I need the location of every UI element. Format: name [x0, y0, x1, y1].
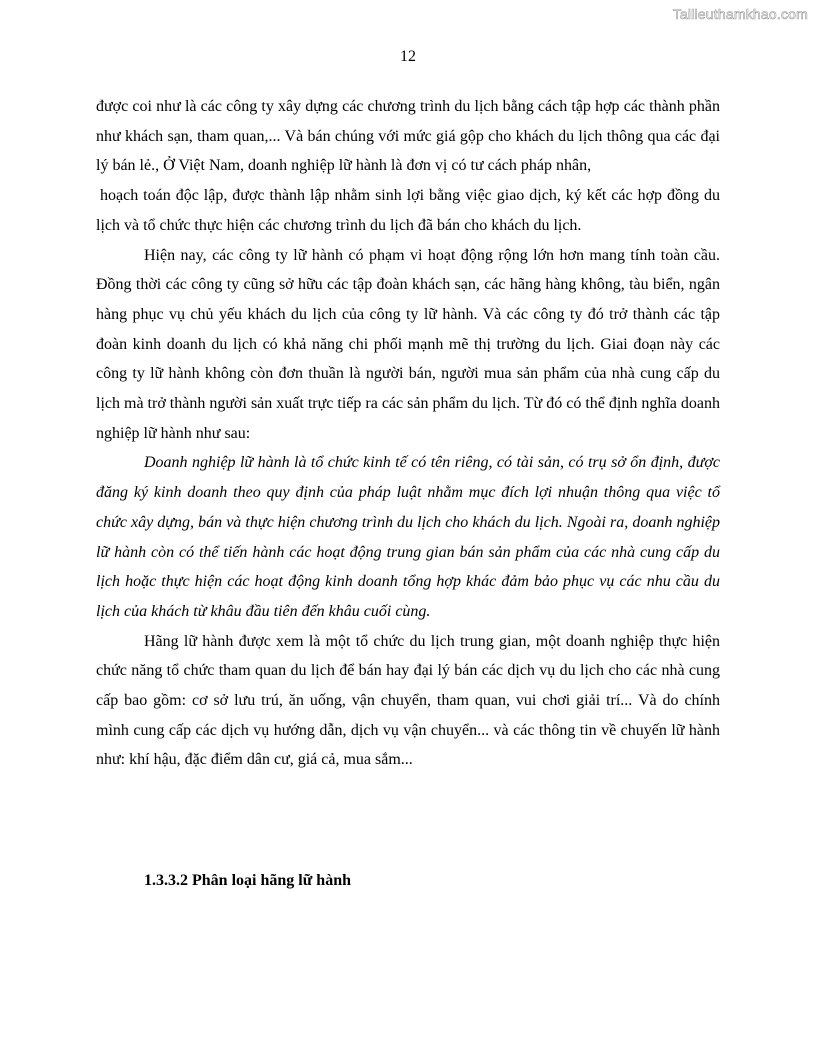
paragraph-2: hoạch toán độc lập, được thành lập nhằm sinh lợi bằng việc giao dịch, ký kết các hợp đồng du lịch và tổ chức thực hiện các chương trình du lịch đã bán cho khách du lịch. — [96, 187, 720, 234]
paragraph-3: Hiện nay, các công ty lữ hành có phạm vi hoạt động rộng lớn hơn mang tính toàn cầu. Đồng thời các công ty cũng sở hữu các tập đoàn khách sạn, các hãng hàng không, tàu biển, ngân hàng phục vụ chủ yếu khách du lịch của công ty lữ hành. Và các công ty đó trở thành các tập đoàn kinh doanh du lịch có khả năng chi phối mạnh mẽ thị trường du lịch. Giai đoạn này các công ty lữ hành không còn đơn thuần là người bán, người mua sản phẩm của nhà cung cấp du lịch mà trở thành người sản xuất trực tiếp ra các sản phẩm du lịch. Từ đó có thể định nghĩa doanh nghiệp lữ hành như sau: — [96, 246, 720, 442]
watermark-text: Tailieuthamkhao.com — [672, 6, 808, 22]
page-number: 12 — [400, 48, 416, 65]
body-text — [96, 92, 720, 775]
section-heading: 1.3.3.2 Phân loại hãng lữ hành — [144, 872, 351, 889]
paragraph-5: Hãng lữ hành được xem là một tổ chức du lịch trung gian, một doanh nghiệp thực hiện chức năng tổ chức tham quan du lịch để bán hay đại lý bán các dịch vụ du lịch cho các nhà cung cấp bao gồm: cơ sở lưu trú, ăn uống, vận chuyển, tham quan, vui chơi giải trí... Và do chính mình cung cấp các dịch vụ hướng dẫn, dịch vụ vận chuyển... và các thông tin về chuyến lữ hành như: khí hậu, đặc điểm dân cư, giá cả, mua sắm... — [96, 632, 720, 769]
paragraph-1: được coi như là các công ty xây dựng các chương trình du lịch bằng cách tập hợp các thành phần như khách sạn, tham quan,... Và bán chúng với mức giá gộp cho khách du lịch thông qua các đại lý bán lẻ., Ở Việt Nam, doanh nghiệp lữ hành là đơn vị có tư cách pháp nhân, — [96, 98, 720, 175]
definition-paragraph: Doanh nghiệp lữ hành là tổ chức kinh tế có tên riêng, có tài sản, có trụ sở ổn định, được đăng ký kinh doanh theo quy định của pháp luật nhằm mục đích lợi nhuận thông qua việc tổ chức xây dựng, bán và thực hiện chương trình du lịch cho khách du lịch. Ngoài ra, doanh nghiệp lữ hành còn có thể tiến hành các hoạt động trung gian bán sản phẩm của các nhà cung cấp du lịch hoặc thực hiện các hoạt động kinh doanh tổng hợp khác đảm bảo phục vụ các nhu cầu du lịch của khách từ khâu đầu tiên đến khâu cuối cùng. — [96, 454, 720, 620]
